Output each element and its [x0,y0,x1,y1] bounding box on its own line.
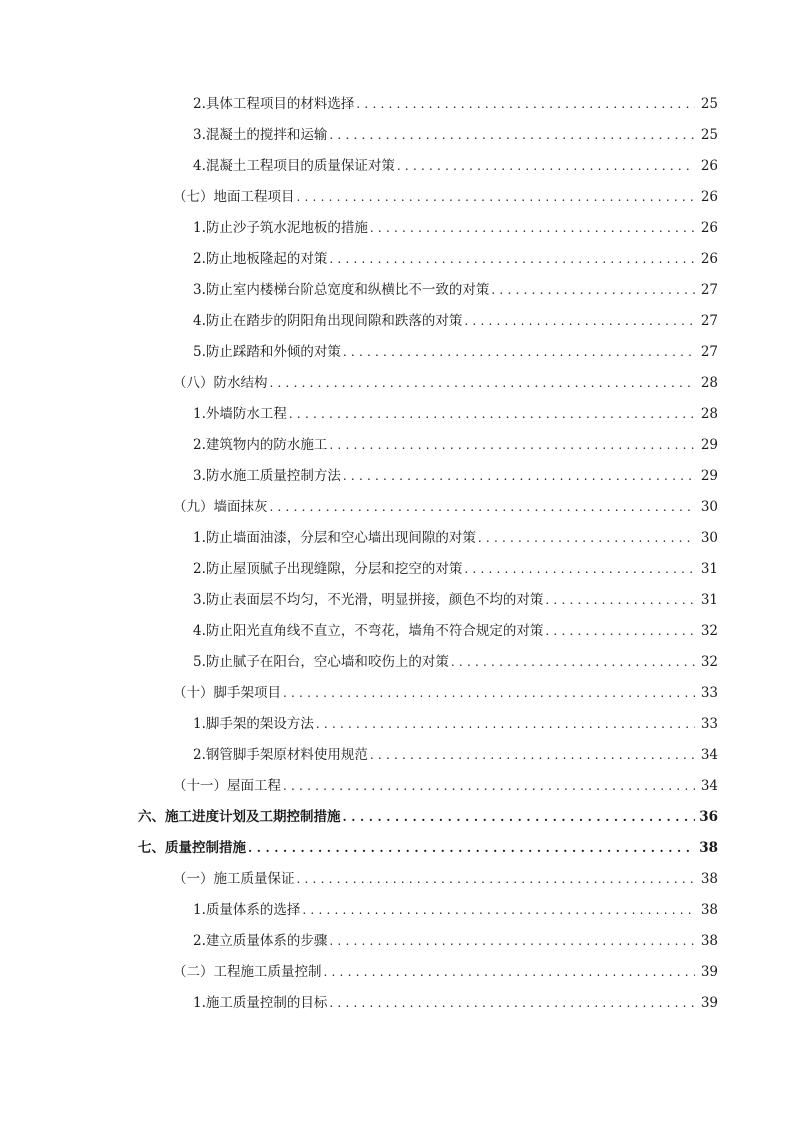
toc-dot-leader [356,89,695,120]
toc-page-number: 34 [700,747,718,763]
toc-dot-leader [270,492,696,523]
toc-dot-leader [478,523,695,554]
toc-entry[interactable] [0,275,793,306]
toc-entry-title: 2.防止屋顶腻子出现缝隙，分层和挖空的对策 [193,561,463,577]
toc-entry[interactable] [0,647,793,678]
toc-entry-title: 3.防止表面层不均匀，不光滑，明显拼接，颜色不均的对策 [193,592,544,608]
toc-entry-title: 5.防止腻子在阳台，空心墙和咬伤上的对策 [193,654,449,670]
toc-entry[interactable] [0,988,793,1019]
toc-entry[interactable] [0,957,793,988]
toc-page-number: 30 [700,530,718,546]
toc-entry-title: 1.外墙防水工程 [193,406,287,422]
toc-entry-title: 2.防止地板隆起的对策 [193,251,328,267]
toc-entry-title: 1.施工质量控制的目标 [193,995,328,1011]
toc-entry[interactable] [0,306,793,337]
toc-page-number: 25 [700,127,718,143]
toc-entry-title: 2.建筑物内的防水施工 [193,437,328,453]
toc-entry[interactable] [0,585,793,616]
toc-page-number: 26 [700,189,718,205]
toc-page-number: 33 [700,716,718,732]
toc-dot-leader [329,120,695,151]
toc-entry-title: 4.混凝土工程项目的质量保证对策 [193,158,395,174]
toc-dot-leader [329,244,695,275]
toc-entry-title: 1.脚手架的架设方法 [193,716,314,732]
toc-entry[interactable] [0,151,793,182]
toc-dot-leader [397,151,695,182]
toc-page-number: 38 [699,840,718,856]
toc-entry[interactable] [0,492,793,523]
toc-page-number: 31 [700,592,718,608]
toc-entry-title: 3.混凝土的搅拌和运输 [193,127,328,143]
toc-entry-title: 2.具体工程项目的材料选择 [193,96,355,112]
toc-page-number: 38 [700,902,718,918]
toc-page-number: 28 [700,375,718,391]
toc-page-number: 39 [700,995,718,1011]
toc-dot-leader [324,957,696,988]
toc-dot-leader [491,275,695,306]
toc-entry[interactable] [0,182,793,213]
toc-page-number: 38 [700,933,718,949]
toc-page-number: 26 [700,220,718,236]
toc-entry[interactable] [0,616,793,647]
toc-page-number: 34 [700,778,718,794]
toc-dot-leader [302,895,695,926]
toc-page-number: 33 [700,685,718,701]
toc-entry[interactable] [0,895,793,926]
toc-page-number: 39 [700,964,718,980]
toc-page-number: 30 [700,499,718,515]
toc-entry-title: （十）脚手架项目 [173,685,281,701]
toc-entry[interactable] [0,709,793,740]
toc-entry-title: 1.防止沙子筑水泥地板的措施 [193,220,368,236]
toc-page-number: 25 [700,96,718,112]
toc-entry[interactable] [0,771,793,802]
toc-entry[interactable] [0,213,793,244]
toc-entry[interactable] [0,337,793,368]
toc-entry[interactable] [0,864,793,895]
toc-entry-title: 3.防水施工质量控制方法 [193,468,341,484]
toc-page-number: 29 [700,437,718,453]
toc-entry[interactable] [0,554,793,585]
table-of-contents [0,89,793,1019]
toc-page-number: 27 [700,282,718,298]
toc-entry[interactable] [0,740,793,771]
toc-page-number: 32 [700,654,718,670]
toc-page-number: 26 [700,158,718,174]
toc-entry[interactable] [0,926,793,957]
toc-dot-leader [283,678,695,709]
toc-entry[interactable] [0,461,793,492]
toc-entry[interactable] [0,244,793,275]
toc-entry-title: 4.防止在踏步的阴阳角出现间隙和跌落的对策 [193,313,463,329]
toc-dot-leader [370,213,695,244]
toc-page-number: 29 [700,468,718,484]
toc-page-number: 32 [700,623,718,639]
toc-page-number: 38 [700,871,718,887]
toc-entry-title: 2.钢管脚手架原材料使用规范 [193,747,368,763]
toc-entry[interactable] [0,89,793,120]
toc-dot-leader [464,306,695,337]
toc-entry-title: （七）地面工程项目 [173,189,295,205]
toc-entry-title: 5.防止踩踏和外倾的对策 [193,344,341,360]
toc-dot-leader [464,554,695,585]
toc-entry[interactable] [0,833,793,864]
toc-entry-title: （二）工程施工质量控制 [173,964,322,980]
toc-page-number: 28 [700,406,718,422]
toc-dot-leader [270,368,696,399]
toc-entry[interactable] [0,802,793,833]
toc-dot-leader [451,647,695,678]
toc-dot-leader [297,182,696,213]
toc-dot-leader [329,926,695,957]
toc-entry-title: 1.防止墙面油漆，分层和空心墙出现间隙的对策 [193,530,476,546]
toc-entry-title: 六、施工进度计划及工期控制措施 [138,809,341,825]
toc-dot-leader [545,585,695,616]
toc-entry-title: 1.质量体系的选择 [193,902,301,918]
toc-entry-title: （十一）屋面工程 [173,778,281,794]
toc-dot-leader [289,399,695,430]
toc-entry[interactable] [0,430,793,461]
toc-page-number: 31 [700,561,718,577]
toc-dot-leader [248,833,695,864]
toc-page-number: 27 [700,313,718,329]
toc-entry-title: （八）防水结构 [173,375,268,391]
toc-entry[interactable] [0,368,793,399]
toc-dot-leader [343,802,696,833]
toc-page-number: 27 [700,344,718,360]
toc-page-number: 36 [699,809,718,825]
toc-entry[interactable] [0,399,793,430]
toc-dot-leader [297,864,696,895]
toc-entry-title: 七、质量控制措施 [138,840,246,856]
toc-entry-title: 2.建立质量体系的步骤 [193,933,328,949]
toc-entry-title: （九）墙面抹灰 [173,499,268,515]
toc-dot-leader [343,461,695,492]
toc-entry[interactable] [0,120,793,151]
toc-entry-title: 3.防止室内楼梯台阶总宽度和纵横比不一致的对策 [193,282,490,298]
toc-dot-leader [316,709,695,740]
toc-dot-leader [283,771,695,802]
toc-dot-leader [329,988,695,1019]
toc-dot-leader [545,616,695,647]
toc-entry-title: （一）施工质量保证 [173,871,295,887]
toc-entry-title: 4.防止阳光直角线不直立，不弯花，墙角不符合规定的对策 [193,623,544,639]
toc-dot-leader [370,740,695,771]
toc-dot-leader [343,337,695,368]
toc-dot-leader [329,430,695,461]
toc-entry[interactable] [0,678,793,709]
toc-page-number: 26 [700,251,718,267]
toc-entry[interactable] [0,523,793,554]
